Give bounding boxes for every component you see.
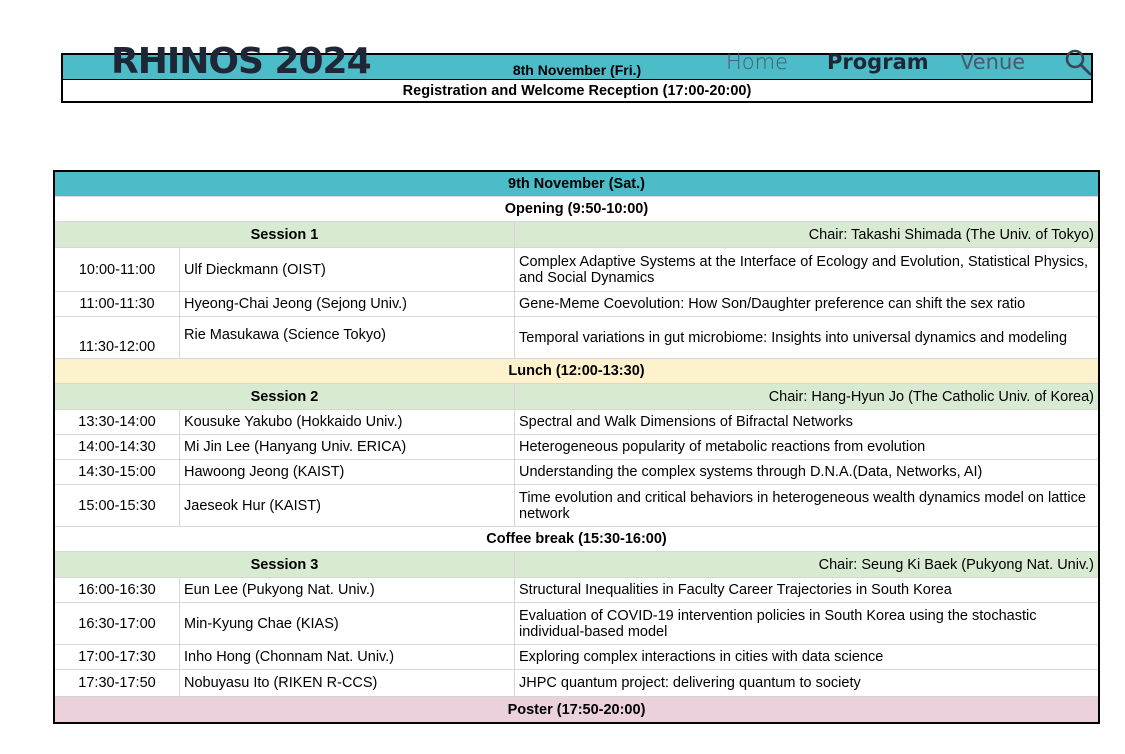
nav-program[interactable]: Program <box>827 50 929 74</box>
talk-speaker: Eun Lee (Pukyong Nat. Univ.) <box>180 578 515 602</box>
lunch-label: Lunch (12:00-13:30) <box>508 363 645 379</box>
talk-title: Gene-Meme Coevolution: How Son/Daughter preference can shift the sex ratio <box>519 296 1026 312</box>
friday-event: Registration and Welcome Reception (17:00-20:00) <box>402 82 752 99</box>
opening-row <box>55 197 1098 222</box>
talk-time: 16:30-17:00 <box>55 603 180 644</box>
poster-row <box>55 697 1098 722</box>
talk-time: 10:00-11:00 <box>55 248 180 291</box>
saturday-date: 9th November (Sat.) <box>508 176 645 192</box>
session-chair: Chair: Hang-Hyun Jo (The Catholic Univ. of Korea) <box>768 388 1094 405</box>
talk-time: 17:30-17:50 <box>55 670 180 696</box>
talk-speaker: Min-Kyung Chae (KIAS) <box>180 603 515 644</box>
talk-time: 16:00-16:30 <box>55 578 180 602</box>
table-row <box>55 460 1098 485</box>
talk-title: JHPC quantum project: delivering quantum to society <box>519 675 861 691</box>
session-chair: Chair: Takashi Shimada (The Univ. of Tokyo) <box>808 226 1094 243</box>
saturday-header-row <box>55 172 1098 197</box>
session-name: Session 1 <box>55 222 515 247</box>
talk-speaker: Rie Masukawa (Science Tokyo) <box>180 317 515 358</box>
talk-speaker: Nobuyasu Ito (RIKEN R-CCS) <box>180 670 515 696</box>
table-row <box>55 248 1098 292</box>
opening-label: Opening (9:50-10:00) <box>504 201 649 217</box>
site-logo[interactable]: RHINOS 2024 <box>111 41 371 82</box>
table-row <box>55 410 1098 435</box>
coffee-break-label: Coffee break (15:30-16:00) <box>486 531 667 547</box>
nav-home[interactable]: Home <box>726 50 789 74</box>
nav-venue[interactable]: Venue <box>960 50 1026 74</box>
talk-title: Heterogeneous popularity of metabolic reactions from evolution <box>519 439 926 455</box>
friday-date: 8th November (Fri.) <box>63 55 1091 80</box>
talk-speaker: Hawoong Jeong (KAIST) <box>180 460 515 484</box>
talk-time: 11:00-11:30 <box>55 292 180 316</box>
talk-time: 13:30-14:00 <box>55 410 180 434</box>
session-header-row <box>55 384 1098 410</box>
talk-speaker: Mi Jin Lee (Hanyang Univ. ERICA) <box>180 435 515 459</box>
talk-title: Evaluation of COVID-19 intervention policies in South Korea using the stochastic individual-based model <box>519 607 1037 640</box>
talk-time: 11:30-12:00 <box>55 317 180 358</box>
talk-time: 14:30-15:00 <box>55 460 180 484</box>
table-row <box>55 292 1098 317</box>
session-chair: Chair: Seung Ki Baek (Pukyong Nat. Univ.) <box>818 556 1094 573</box>
session-name: Session 2 <box>55 384 515 409</box>
coffee-break-row <box>55 527 1098 552</box>
talk-speaker: Hyeong-Chai Jeong (Sejong Univ.) <box>180 292 515 316</box>
lunch-row <box>55 359 1098 384</box>
talk-time: 15:00-15:30 <box>55 485 180 526</box>
talk-speaker: Kousuke Yakubo (Hokkaido Univ.) <box>180 410 515 434</box>
session-header-row <box>55 222 1098 248</box>
talk-title: Complex Adaptive Systems at the Interface of Ecology and Evolution, Statistical Physics, and Social Dynamics <box>519 253 1089 286</box>
session-name: Session 3 <box>55 552 515 577</box>
talk-speaker: Ulf Dieckmann (OIST) <box>180 248 515 291</box>
talk-title: Temporal variations in gut microbiome: Insights into universal dynamics and modeling <box>519 329 1068 346</box>
talk-title: Time evolution and critical behaviors in heterogeneous wealth dynamics model on lattice network <box>519 489 1086 522</box>
poster-label: Poster (17:50-20:00) <box>507 701 646 718</box>
talk-title: Spectral and Walk Dimensions of Bifractal Networks <box>519 414 853 430</box>
table-row <box>55 435 1098 460</box>
saturday-schedule <box>53 170 1100 724</box>
table-row <box>55 578 1098 603</box>
session-header-row <box>55 552 1098 578</box>
talk-time: 17:00-17:30 <box>55 645 180 669</box>
table-row <box>55 603 1098 645</box>
talk-title: Exploring complex interactions in cities with data science <box>519 649 884 665</box>
table-row <box>55 317 1098 359</box>
table-row <box>55 670 1098 697</box>
table-row <box>55 645 1098 670</box>
talk-title: Structural Inequalities in Faculty Career Trajectories in South Korea <box>519 582 952 598</box>
talk-title: Understanding the complex systems through D.N.A.(Data, Networks, AI) <box>519 464 983 480</box>
search-icon[interactable] <box>1064 48 1092 76</box>
talk-speaker: Jaeseok Hur (KAIST) <box>180 485 515 526</box>
table-row <box>55 485 1098 527</box>
talk-speaker: Inho Hong (Chonnam Nat. Univ.) <box>180 645 515 669</box>
talk-time: 14:00-14:30 <box>55 435 180 459</box>
